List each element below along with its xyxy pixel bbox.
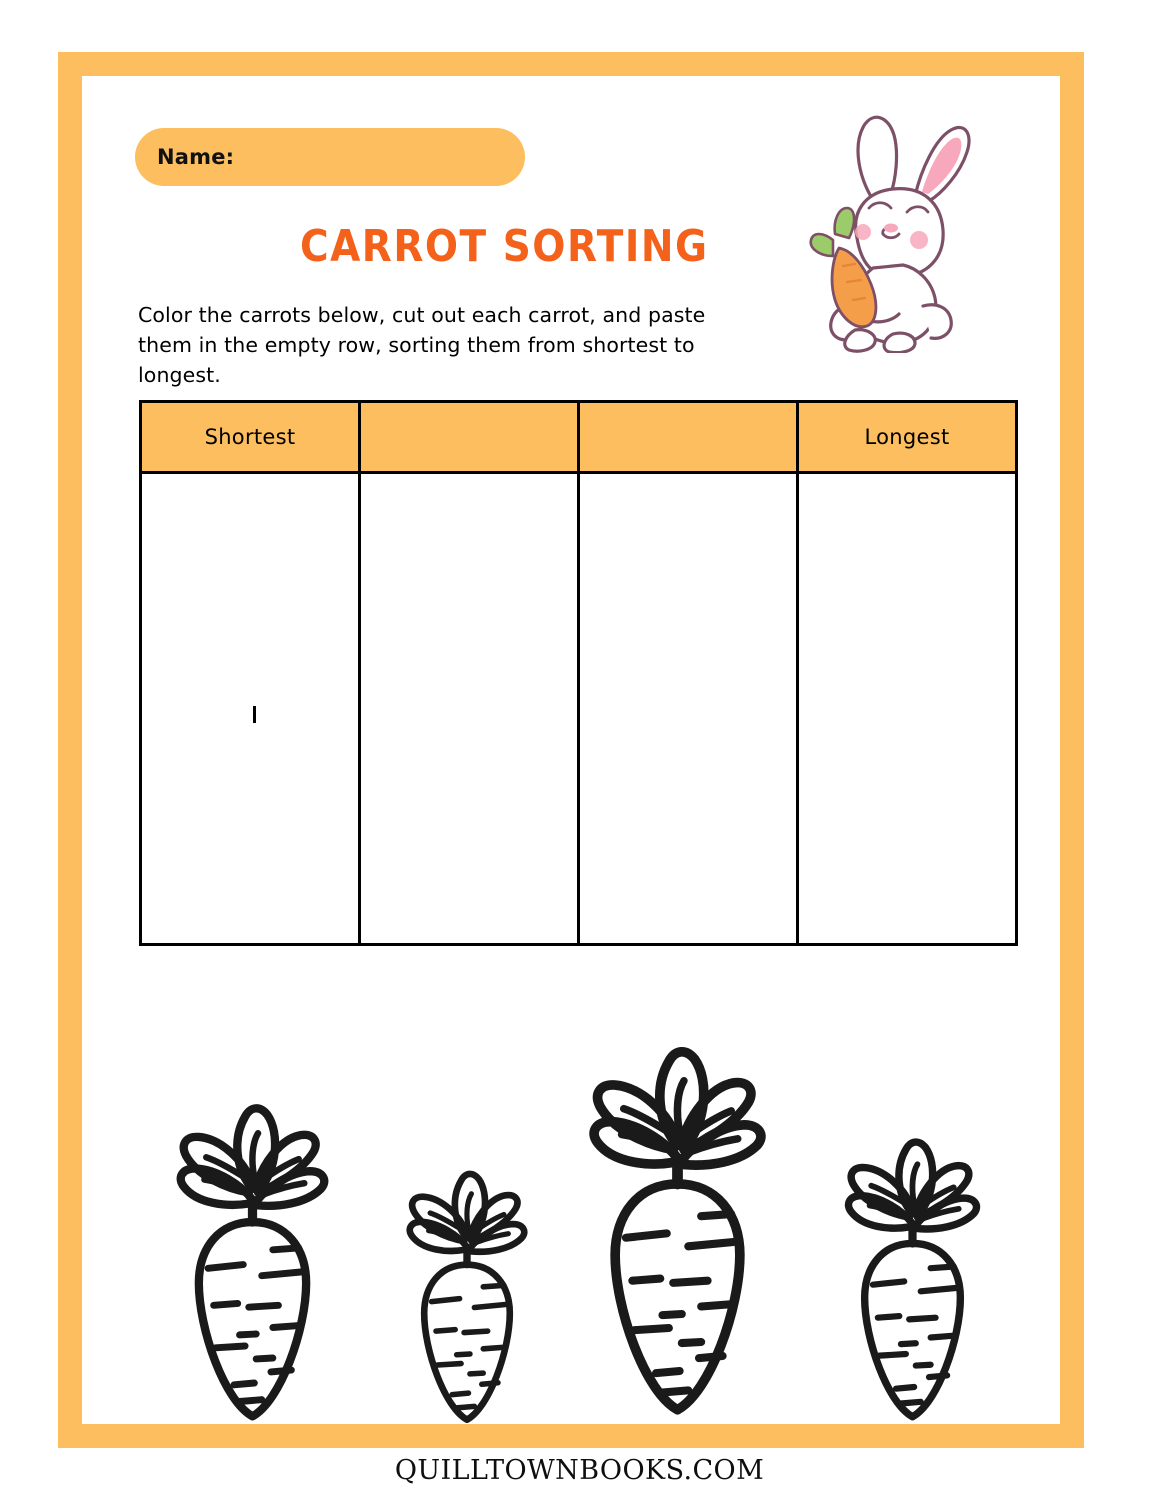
- table-answer-row: [142, 474, 1015, 943]
- table-header-label-shortest: Shortest: [204, 425, 296, 449]
- carrot-smallest[interactable]: [392, 1120, 542, 1430]
- name-field[interactable]: [135, 128, 525, 186]
- table-header-label-longest: Longest: [864, 425, 950, 449]
- footer-website: QUILLTOWNBOOKS.COM: [394, 1455, 765, 1486]
- answer-cell-1[interactable]: [142, 474, 361, 943]
- table-header-row: [142, 403, 1015, 474]
- answer-cell-3[interactable]: [580, 474, 799, 943]
- carrot-medium-small[interactable]: [830, 1080, 995, 1430]
- carrot-largest[interactable]: [570, 968, 785, 1430]
- name-field-label: Name:: [157, 145, 235, 169]
- instructions-text: Color the carrots below, cut out each carrot, and paste them in the empty row, sorting them from shortest to longest.: [138, 303, 706, 388]
- answer-cell-4[interactable]: [799, 474, 1015, 943]
- bunny-mascot-illustration: [795, 108, 1010, 353]
- table-header-cell-longest: [799, 403, 1015, 471]
- page-title: CARROT SORTING: [300, 222, 709, 273]
- carrot-cutouts-row: [130, 960, 1030, 1430]
- carrot-medium-large[interactable]: [160, 1040, 345, 1430]
- stray-cursor-mark: [253, 706, 256, 723]
- answer-cell-2[interactable]: [361, 474, 580, 943]
- table-header-cell-shortest: [142, 403, 361, 471]
- table-header-cell-2: [361, 403, 580, 471]
- sorting-table: [139, 400, 1018, 946]
- table-header-cell-3: [580, 403, 799, 471]
